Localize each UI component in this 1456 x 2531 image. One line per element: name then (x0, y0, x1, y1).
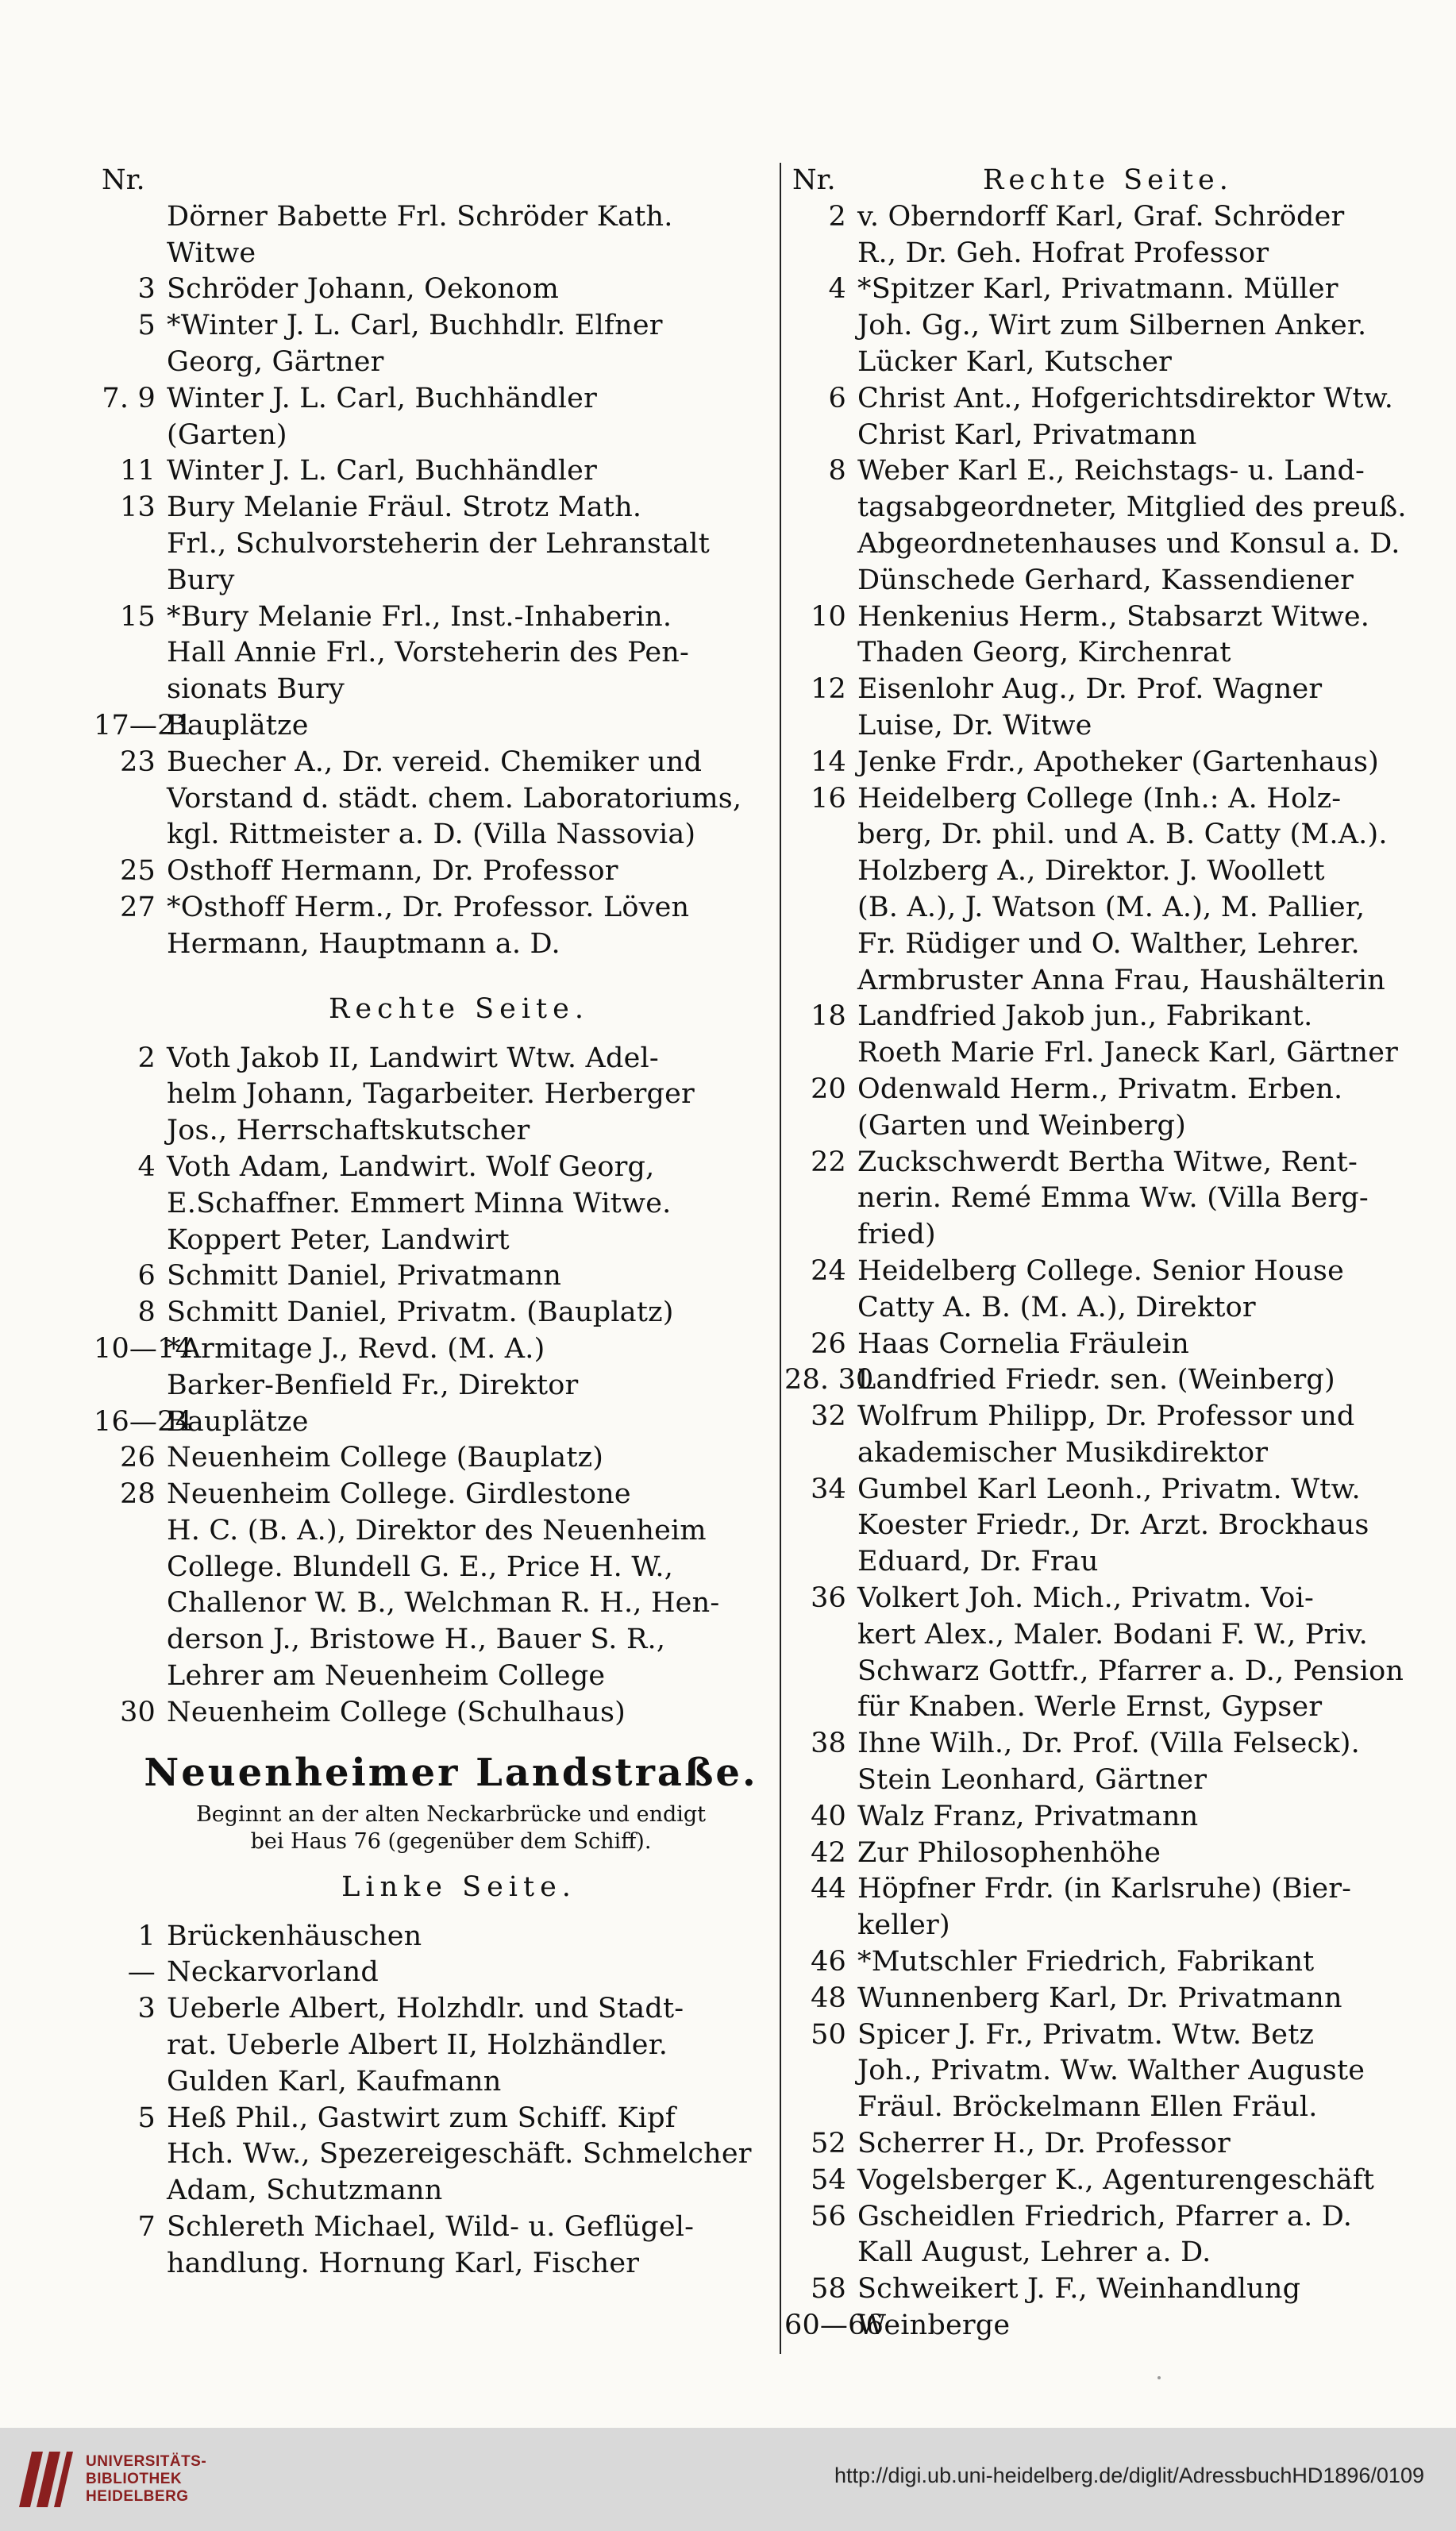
entry-line (94, 926, 776, 963)
entry-text: Holzberg A., Direktor. J. Woollett (857, 855, 1325, 888)
entry-line (94, 672, 776, 708)
house-number: 6 (828, 382, 846, 414)
entry-line (94, 1041, 776, 1077)
house-number: 26 (120, 1442, 156, 1474)
entry-line (94, 1991, 776, 2028)
left-section-heading-linke-seite: Linke Seite. (341, 1870, 576, 1903)
house-number: 2 (137, 1042, 156, 1074)
left-mid-entries (94, 1041, 776, 1732)
house-number: 5 (137, 2101, 156, 2134)
house-number: 25 (120, 855, 156, 888)
entry-line (784, 1108, 1429, 1145)
entry-line (784, 963, 1429, 1000)
entry-line (784, 1362, 1429, 1399)
street-subtitle-line-1: Beginnt an der alten Neckarbrücke und endigt (195, 1801, 707, 1827)
entry-line (94, 490, 776, 526)
entry-text: Zuckschwerdt Bertha Witwe, Rent- (857, 1146, 1358, 1178)
entry-line (94, 1368, 776, 1404)
house-number: 4 (828, 273, 846, 306)
house-number: 34 (811, 1473, 846, 1505)
entry-line (94, 1440, 776, 1477)
entry-text: E.Schaffner. Emmert Minna Witwe. (167, 1187, 672, 1219)
entry-line (94, 308, 776, 345)
entry-text: rat. Ueberle Albert II, Holzhändler. (167, 2029, 668, 2062)
entry-text: Haas Cornelia Fräulein (857, 1327, 1190, 1360)
entry-text: Joh. Gg., Wirt zum Silbernen Anker. (857, 310, 1367, 342)
library-logo-icon (13, 2445, 76, 2514)
entry-line (784, 2235, 1429, 2271)
entry-text: Koester Friedr., Dr. Arzt. Brockhaus (857, 1509, 1369, 1542)
entry-line (784, 1508, 1429, 1544)
house-number: 36 (811, 1582, 846, 1615)
entry-line (784, 199, 1429, 236)
entry-text: *Mutschler Friedrich, Fabrikant (857, 1946, 1315, 1978)
house-number: 54 (811, 2163, 846, 2196)
house-number: 38 (811, 1728, 846, 1760)
entry-line (94, 345, 776, 381)
entry-line (784, 381, 1429, 418)
entry-text: Wolfrum Philipp, Dr. Professor und (857, 1400, 1355, 1433)
entry-text: Koppert Peter, Landwirt (167, 1223, 510, 1256)
entry-text: Armbruster Anna Frau, Haushälterin (857, 964, 1386, 996)
house-number: 15 (120, 600, 156, 633)
entry-line (94, 1258, 776, 1295)
entry-line (784, 236, 1429, 272)
entry-text: derson J., Bristowe H., Bauer S. R., (167, 1624, 666, 1656)
house-number: 18 (811, 1000, 846, 1033)
entry-line (94, 2173, 776, 2209)
entry-line (784, 1254, 1429, 1290)
entry-text: Kall August, Lehrer a. D. (857, 2236, 1211, 2269)
entry-line (784, 1035, 1429, 1072)
entry-line (94, 1186, 776, 1223)
entry-text: Dünschede Gerhard, Kassendiener (857, 564, 1354, 596)
entry-text: (Garten und Weinberg) (857, 1109, 1186, 1142)
entry-line (784, 1871, 1429, 1908)
entry-line (94, 1658, 776, 1695)
entry-line (94, 2028, 776, 2064)
library-name-line-3: HEIDELBERG (86, 2488, 189, 2505)
library-name (86, 2453, 206, 2506)
entry-text: Adam, Schutzmann (167, 2175, 443, 2207)
entry-line (94, 1919, 776, 1955)
entry-text: Catty A. B. (M. A.), Direktor (857, 1291, 1256, 1323)
entry-line (784, 2163, 1429, 2199)
entry-line (784, 635, 1429, 672)
entry-line (94, 1695, 776, 1732)
right-column-header (784, 163, 1429, 199)
entry-text: Bury Melanie Fräul. Strotz Math. (167, 491, 642, 524)
entry-text: Abgeordnetenhauses und Konsul a. D. (857, 527, 1400, 560)
entry-line (784, 853, 1429, 890)
house-number: 26 (811, 1327, 846, 1360)
house-number: 4 (137, 1150, 156, 1183)
right-entries (784, 199, 1429, 2344)
house-number: 56 (811, 2200, 846, 2232)
entry-text: *Bury Melanie Frl., Inst.-Inhaberin. (167, 600, 672, 633)
entry-line (94, 708, 776, 745)
entry-line (94, 599, 776, 636)
entry-text: Neuenheim College. Girdlestone (167, 1478, 631, 1511)
entry-line (784, 1181, 1429, 1217)
entry-line (94, 635, 776, 672)
entry-line (94, 563, 776, 599)
entry-line (94, 890, 776, 926)
entry-text: Eduard, Dr. Frau (857, 1546, 1099, 1578)
entry-text: Gumbel Karl Leonh., Privatm. Wtw. (857, 1473, 1361, 1505)
entry-text: kgl. Rittmeister a. D. (Villa Nassovia) (167, 819, 696, 851)
entry-text: Wunnenberg Karl, Dr. Privatmann (857, 1982, 1342, 2014)
column-divider (780, 163, 781, 2354)
house-number: 60—66 (784, 2309, 884, 2342)
entry-text: Schmitt Daniel, Privatm. (Bauplatz) (167, 1296, 674, 1329)
entry-line (784, 890, 1429, 926)
entry-text: tagsabgeordneter, Mitglied des preuß. (857, 491, 1407, 524)
house-number: 2 (828, 200, 846, 233)
left-column-header (94, 163, 776, 199)
street-subtitle-line-2: bei Haus 76 (gegenüber dem Schiff). (250, 1828, 652, 1854)
entry-line (784, 1981, 1429, 2017)
house-number: 16—24 (94, 1405, 194, 1438)
entry-line (784, 308, 1429, 345)
entry-text: Weber Karl E., Reichstags- u. Land- (857, 455, 1365, 487)
entry-line (784, 1689, 1429, 1726)
entry-line (784, 1217, 1429, 1254)
entry-line (94, 2064, 776, 2101)
entry-line (784, 1399, 1429, 1435)
left-section-heading-rechte-seite: Rechte Seite. (329, 992, 589, 1025)
entry-line (784, 490, 1429, 526)
entry-line (784, 453, 1429, 490)
entry-text: Höpfner Frdr. (in Karlsruhe) (Bier- (857, 1873, 1352, 1905)
entry-line (94, 2136, 776, 2173)
house-number: 11 (120, 455, 156, 487)
house-number: 12 (811, 673, 846, 706)
house-number: 32 (811, 1400, 846, 1433)
entry-text: Gscheidlen Friedrich, Pfarrer a. D. (857, 2200, 1353, 2232)
entry-line (94, 1513, 776, 1550)
entry-text: *Winter J. L. Carl, Buchhdlr. Elfner (167, 310, 663, 342)
house-number: 42 (811, 1836, 846, 1869)
entry-text: Winter J. L. Carl, Buchhändler (167, 382, 598, 414)
entry-text: Schwarz Gottfr., Pfarrer a. D., Pension (857, 1655, 1404, 1687)
entry-line (784, 1544, 1429, 1581)
entry-text: Eisenlohr Aug., Dr. Prof. Wagner (857, 673, 1323, 706)
entry-text: Lücker Karl, Kutscher (857, 345, 1173, 378)
entry-text: Jenke Frdr., Apotheker (Gartenhaus) (857, 745, 1379, 778)
entry-line (784, 526, 1429, 563)
entry-text: (B. A.), J. Watson (M. A.), M. Pallier, (857, 891, 1365, 923)
entry-line (784, 599, 1429, 636)
entry-text: Bury (167, 564, 235, 596)
entry-line (784, 672, 1429, 708)
scan-speck (1157, 2376, 1161, 2379)
entry-text: Odenwald Herm., Privatm. Erben. (857, 1073, 1343, 1105)
entry-text: H. C. (B. A.), Direktor des Neuenheim (167, 1514, 707, 1547)
entry-line (784, 1762, 1429, 1799)
entry-text: Schlereth Michael, Wild- u. Geflügel- (167, 2211, 695, 2244)
library-name-line-2: BIBLIOTHEK (86, 2471, 183, 2487)
entry-line (94, 781, 776, 818)
entry-line (784, 2017, 1429, 2054)
entry-line (94, 1077, 776, 1113)
entry-line (94, 1585, 776, 1622)
entry-text: R., Dr. Geh. Hofrat Professor (857, 237, 1269, 269)
entry-line (94, 853, 776, 890)
entry-line (784, 1908, 1429, 1944)
entry-line (784, 745, 1429, 781)
house-number: 52 (811, 2128, 846, 2160)
entry-text: sionats Bury (167, 673, 345, 706)
entry-text: Vorstand d. städt. chem. Laboratoriums, (167, 782, 742, 815)
house-number: 7 (137, 2211, 156, 2244)
entry-text: Jos., Herrschaftskutscher (167, 1115, 530, 1147)
entry-text: Challenor W. B., Welchman R. H., Hen- (167, 1587, 720, 1620)
house-number: 7. 9 (102, 382, 156, 414)
entry-text: Barker-Benfield Fr., Direktor (167, 1369, 579, 1401)
entry-line (784, 708, 1429, 745)
house-number: 27 (120, 891, 156, 923)
entry-line (784, 2090, 1429, 2126)
entry-line (784, 2126, 1429, 2163)
entry-line (784, 817, 1429, 853)
entry-text: Gulden Karl, Kaufmann (167, 2065, 502, 2098)
entry-text: kert Alex., Maler. Bodani F. W., Priv. (857, 1618, 1368, 1651)
left-nr-label: Nr. (102, 164, 145, 196)
entry-line (784, 999, 1429, 1035)
entry-text: v. Oberndorff Karl, Graf. Schröder (857, 200, 1345, 233)
entry-line (94, 1404, 776, 1441)
entry-text: Neuenheim College (Bauplatz) (167, 1442, 604, 1474)
entry-text: Thaden Georg, Kirchenrat (857, 637, 1231, 669)
entry-line (784, 1836, 1429, 1872)
entry-text: Zur Philosophenhöhe (857, 1836, 1161, 1869)
entry-line (94, 1622, 776, 1658)
entry-line (94, 1955, 776, 1991)
entry-line (94, 1113, 776, 1150)
entry-line (94, 418, 776, 454)
entry-text: *Armitage J., Revd. (M. A.) (167, 1332, 545, 1365)
entry-line (784, 926, 1429, 963)
right-nr-label: Nr. (792, 164, 836, 196)
entry-line (94, 1477, 776, 1513)
entry-text: Hall Annie Frl., Vorsteherin des Pen- (167, 637, 689, 669)
entry-line (784, 563, 1429, 599)
house-number: 3 (137, 1993, 156, 2025)
house-number: 22 (811, 1146, 846, 1178)
entry-text: Roeth Marie Frl. Janeck Karl, Gärtner (857, 1037, 1399, 1069)
entry-text: Winter J. L. Carl, Buchhändler (167, 455, 598, 487)
entry-text: Christ Ant., Hofgerichtsdirektor Wtw. (857, 382, 1394, 414)
entry-text: Joh., Privatm. Ww. Walther Auguste (857, 2055, 1365, 2087)
entry-text: College. Blundell G. E., Price H. W., (167, 1551, 674, 1583)
entry-line (784, 2053, 1429, 2090)
entry-text: Osthoff Hermann, Dr. Professor (167, 855, 618, 888)
entry-line (784, 1435, 1429, 1472)
entry-text: Heidelberg College (Inh.: A. Holz- (857, 782, 1342, 815)
entry-text: Dörner Babette Frl. Schröder Kath. (167, 200, 673, 233)
entry-line (94, 817, 776, 853)
entry-text: für Knaben. Werle Ernst, Gypser (857, 1691, 1323, 1724)
left-column (94, 163, 776, 2283)
entry-line (94, 1223, 776, 1259)
entry-line (784, 418, 1429, 454)
entry-text: Schröder Johann, Oekonom (167, 273, 560, 306)
house-number: 44 (811, 1873, 846, 1905)
house-number: 50 (811, 2018, 846, 2051)
library-name-line-1: UNIVERSITÄTS- (86, 2453, 207, 2470)
house-number: 8 (828, 455, 846, 487)
house-number: 28. 30 (784, 1364, 874, 1396)
house-number: 40 (811, 1800, 846, 1832)
right-column (784, 163, 1429, 2344)
entry-text: Volkert Joh. Mich., Privatm. Voi- (857, 1582, 1314, 1615)
entry-line (94, 745, 776, 781)
entry-line (784, 345, 1429, 381)
footer-bar (0, 2428, 1456, 2531)
entry-line (784, 2271, 1429, 2308)
house-number: 13 (120, 491, 156, 524)
entry-text: Landfried Friedr. sen. (Weinberg) (857, 1364, 1335, 1396)
house-number: 10 (811, 600, 846, 633)
entry-text: Walz Franz, Privatmann (857, 1800, 1199, 1832)
entry-line (784, 781, 1429, 818)
house-number: 10—14 (94, 1332, 194, 1365)
entry-line (784, 2199, 1429, 2236)
entry-text: Voth Jakob II, Landwirt Wtw. Adel- (167, 1042, 659, 1074)
house-number: 23 (120, 745, 156, 778)
entry-line (94, 526, 776, 563)
entry-line (94, 199, 776, 236)
entry-text: Ueberle Albert, Holzhdlr. und Stadt- (167, 1993, 684, 2025)
entry-line (784, 1654, 1429, 1690)
entry-line (784, 1327, 1429, 1363)
house-number: 6 (137, 1260, 156, 1292)
house-number: 3 (137, 273, 156, 306)
entry-text: nerin. Remé Emma Ww. (Villa Berg- (857, 1182, 1369, 1215)
entry-line (94, 1295, 776, 1331)
house-number: 24 (811, 1254, 846, 1287)
entry-text: Spicer J. Fr., Privatm. Wtw. Betz (857, 2018, 1315, 2051)
entry-text: Scherrer H., Dr. Professor (857, 2128, 1231, 2160)
entry-line (784, 2308, 1429, 2344)
entry-text: Heidelberg College. Senior House (857, 1254, 1345, 1287)
house-number: 46 (811, 1946, 846, 1978)
entry-text: keller) (857, 1909, 950, 1942)
entry-line (784, 1617, 1429, 1654)
house-number: 20 (811, 1073, 846, 1105)
entry-text: *Spitzer Karl, Privatmann. Müller (857, 273, 1339, 306)
street-title: Neuenheimer Landstraße. (144, 1750, 758, 1795)
house-number: — (127, 1956, 156, 1989)
entry-text: Georg, Gärtner (167, 345, 384, 378)
entry-text: Neckarvorland (167, 1956, 379, 1989)
entry-text: Witwe (167, 237, 256, 269)
entry-text: handlung. Hornung Karl, Fischer (167, 2247, 640, 2279)
entry-text: berg, Dr. phil. und A. B. Catty (M.A.). (857, 819, 1388, 851)
entry-line (94, 2101, 776, 2137)
source-url-link[interactable]: http://digi.ub.uni-heidelberg.de/diglit/AdressbuchHD1896/0109 (834, 2464, 1424, 2487)
entry-line (784, 1472, 1429, 1508)
right-side-label: Rechte Seite. (983, 164, 1233, 196)
entry-text: Luise, Dr. Witwe (857, 709, 1092, 742)
entry-text: Brückenhäuschen (167, 1920, 422, 1952)
entry-line (94, 1331, 776, 1368)
entry-line (94, 2209, 776, 2246)
entry-text: *Osthoff Herm., Dr. Professor. Löven (167, 891, 690, 923)
entry-text: Ihne Wilh., Dr. Prof. (Villa Felseck). (857, 1728, 1360, 1760)
entry-text: Heß Phil., Gastwirt zum Schiff. Kipf (167, 2101, 676, 2134)
entry-text: Weinberge (857, 2309, 1011, 2342)
house-number: 1 (137, 1920, 156, 1952)
entry-line (94, 236, 776, 272)
entry-line (784, 1072, 1429, 1108)
entry-line (94, 1150, 776, 1186)
entry-line (94, 453, 776, 490)
entry-text: Vogelsberger K., Agenturengeschäft (857, 2163, 1375, 2196)
house-number: 5 (137, 310, 156, 342)
house-number: 58 (811, 2273, 846, 2306)
left-top-entries (94, 199, 776, 963)
house-number: 17—21 (94, 709, 194, 742)
entry-line (94, 1550, 776, 1586)
entry-text: Henkenius Herm., Stabsarzt Witwe. (857, 600, 1370, 633)
entry-text: Hermann, Hauptmann a. D. (167, 927, 560, 960)
entry-text: Schmitt Daniel, Privatmann (167, 1260, 562, 1292)
entry-line (784, 1581, 1429, 1617)
entry-text: helm Johann, Tagarbeiter. Herberger (167, 1078, 695, 1111)
entry-text: Christ Karl, Privatmann (857, 418, 1197, 451)
entry-text: Stein Leonhard, Gärtner (857, 1764, 1208, 1797)
entry-text: Hch. Ww., Spezereigeschäft. Schmelcher (167, 2138, 752, 2171)
entry-text: Frl., Schulvorsteherin der Lehranstalt (167, 527, 710, 560)
entry-text: Landfried Jakob jun., Fabrikant. (857, 1000, 1313, 1033)
entry-text: Neuenheim College (Schulhaus) (167, 1696, 626, 1728)
entry-text: Buecher A., Dr. vereid. Chemiker und (167, 745, 703, 778)
entry-line (784, 1726, 1429, 1762)
entry-text: (Garten) (167, 418, 287, 451)
house-number: 16 (811, 782, 846, 815)
entry-line (94, 381, 776, 418)
entry-text: Schweikert J. F., Weinhandlung (857, 2273, 1301, 2306)
entry-line (784, 1145, 1429, 1181)
left-bottom-entries (94, 1919, 776, 2283)
house-number: 30 (120, 1696, 156, 1728)
entry-text: Fräul. Bröckelmann Ellen Fräul. (857, 2091, 1318, 2124)
entry-line (94, 272, 776, 308)
house-number: 14 (811, 745, 846, 778)
entry-text: Lehrer am Neuenheim College (167, 1660, 606, 1693)
entry-line (784, 1799, 1429, 1836)
entry-text: Voth Adam, Landwirt. Wolf Georg, (167, 1150, 655, 1183)
entry-text: akademischer Musikdirektor (857, 1436, 1269, 1469)
entry-text: fried) (857, 1219, 936, 1251)
entry-line (94, 2246, 776, 2283)
entry-text: Bauplätze (167, 709, 309, 742)
house-number: 28 (120, 1478, 156, 1511)
house-number: 48 (811, 1982, 846, 2014)
entry-line (784, 1290, 1429, 1327)
entry-line (784, 272, 1429, 308)
entry-text: Fr. Rüdiger und O. Walther, Lehrer. (857, 927, 1360, 960)
entry-line (784, 1944, 1429, 1981)
house-number: 8 (137, 1296, 156, 1329)
entry-text: Bauplätze (167, 1405, 309, 1438)
